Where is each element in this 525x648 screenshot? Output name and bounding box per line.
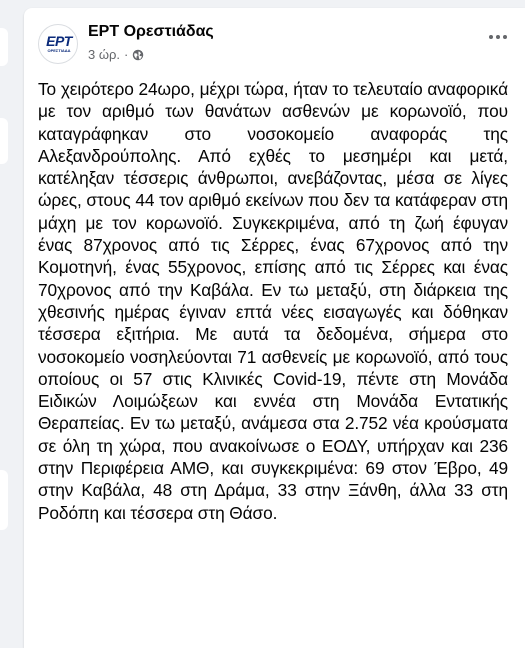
ert-logo-subtext: ΟΡΕΣΤΙΑΔΑ xyxy=(47,48,71,53)
left-background-strip xyxy=(0,0,14,626)
post-timestamp[interactable]: 3 ώρ. xyxy=(88,47,120,62)
more-dot xyxy=(496,35,500,39)
post-header xyxy=(38,22,509,74)
meta-separator: · xyxy=(124,47,129,62)
post-body-text: Το χειρότερο 24ωρο, μέχρι τώρα, ήταν το τελευταίο αναφορικά με τον αριθμό των θανάτων ασθενών με κορωνοϊό, που καταγράφηκαν στο νοσοκομείο αναφοράς της Αλεξανδρούπολης. Από εχθές το μεσημέρι και μετά, κατέληξαν τέσσερις άνθρωποι, ανεβάζοντας, μέσα σε λίγες ώρες, στους 44 τον αριθμό εκείνων που δεν τα κατάφεραν στη μάχη με τον κορωνοϊό. Συγκεκριμένα, από τη ζωή έφυγαν ένας 87χρονος από τις Σέρρες, ένας 67χρονος από την Κομοτηνή, ένας 55χρονος, επίσης από τις Σέρρες και ένας 70χρονος από την Καβάλα. Εν τω μεταξύ, στη διάρκεια της χθεσινής ημέρας έγιναν επτά νέες εισαγωγές και δόθηκαν τέσσερα εξιτήρια. Με αυτά τα δεδομένα, σήμερα στο νοσοκομείο νοσηλεύονται 71 ασθενείς με κορωνοϊό, από τους οποίους οι 57 στις Κλινικές Covid-19, πέντε στη Μονάδα Ειδικών Λοιμώξεων και εννέα στη Μονάδα Εντατικής Θεραπείας. Εν τω μεταξύ, ανάμεσα στα 2.752 νέα κρούσματα σε όλη τη χώρα, που ανακοίνωσε ο ΕΟΔΥ, υπήρχαν και 236 στην Περιφέρεια ΑΜΘ, και συγκεκριμένα: 69 στον Έβρο, 49 στην Καβάλα, 48 στη Δράμα, 33 στην Ξάνθη, άλλα 33 στη Ροδόπη και τέσσερα στη Θάσο. xyxy=(38,79,508,523)
page-avatar[interactable] xyxy=(38,24,78,64)
left-panel-edge xyxy=(0,470,8,530)
page-name-link[interactable]: ΕΡΤ Ορεστιάδας xyxy=(88,23,214,40)
more-options-icon[interactable] xyxy=(487,28,509,46)
more-dot xyxy=(489,35,493,39)
more-dot xyxy=(503,35,507,39)
globe-icon[interactable] xyxy=(132,49,144,61)
left-panel-edge xyxy=(0,118,8,164)
post-meta xyxy=(88,47,144,62)
left-panel-edge xyxy=(0,28,8,66)
ert-logo-text: ΕΡΤ xyxy=(46,33,72,49)
ert-logo xyxy=(44,35,74,53)
